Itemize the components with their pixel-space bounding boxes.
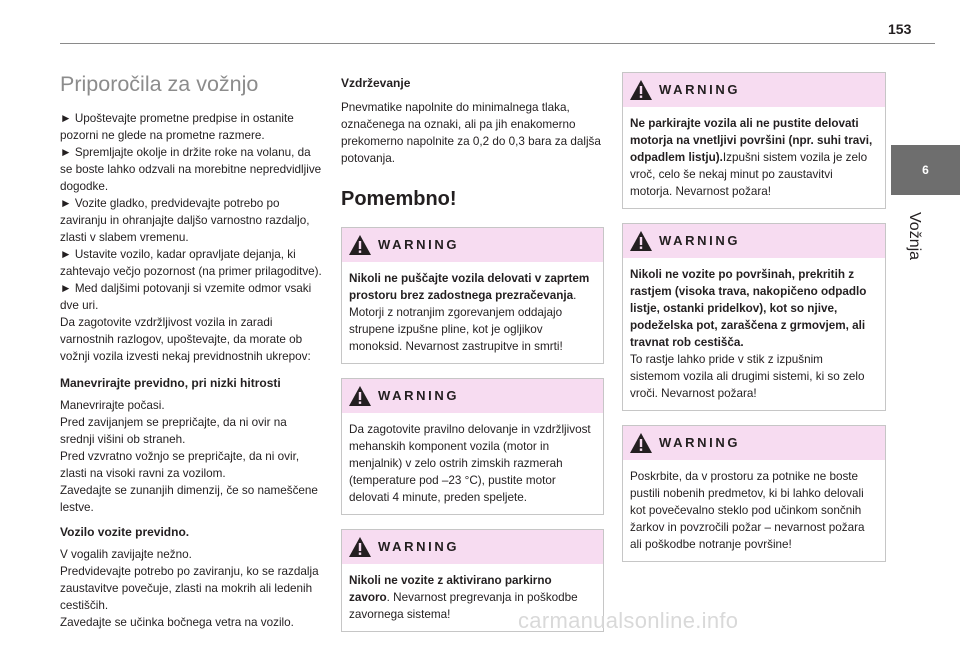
warning-header xyxy=(623,73,885,107)
warning-header xyxy=(623,426,885,460)
warning-bold-text: Ne parkirajte vozila ali ne pustite delovati motorja na vnetljivi površini (npr. suhi travi, odpadlem listju). xyxy=(630,117,873,164)
warning-body xyxy=(342,262,603,363)
list-item: ► Spremljajte okolje in držite roke na volanu, da se boste lahko odzvali na morebitne nepredvidljive dogodke. xyxy=(60,146,322,193)
warning-bold-text: Nikoli ne vozite z aktivirano parkirno zavoro xyxy=(349,574,552,604)
list-item: ► Med daljšimi potovanji si vzemite odmor vsaki dve uri. xyxy=(60,282,312,312)
warning-text: Poskrbite, da v prostoru za potnike ne boste pustili nobenih predmetov, ki bi lahko delovali kot povečevalno steklo pod učinkom sončnih žarkov in povzročili požar – nevarnost požara ali poškodbe notranje površine! xyxy=(630,470,865,551)
warning-body xyxy=(623,107,885,208)
warning-header xyxy=(342,530,603,564)
section-line: Zavedajte se zunanjih dimenzij, če so nameščene lestve. xyxy=(60,484,318,514)
warning-box xyxy=(341,227,604,364)
page-title: Priporočila za vožnjo xyxy=(60,72,259,96)
warning-title: WARNING xyxy=(378,237,460,252)
warning-box xyxy=(341,378,604,515)
warning-body xyxy=(623,460,885,561)
list-item: ► Ustavite vozilo, kadar opravljate dejanja, ki zahtevajo večjo pozornost (na primer prilagoditve). xyxy=(60,248,322,278)
column-left xyxy=(60,70,323,631)
chapter-title-text: Vožnja xyxy=(906,212,923,261)
maintenance-heading: Vzdrževanje xyxy=(341,76,411,90)
warning-triangle-icon xyxy=(629,432,653,454)
warning-text: Izpušni sistem vozila je zelo vroč, celo še nekaj minut po zaustavitvi motorja. Nevarnost požara! xyxy=(630,151,868,198)
important-heading: Pomembno! xyxy=(341,188,457,210)
warning-header xyxy=(623,224,885,258)
warning-box xyxy=(622,223,886,411)
intro-paragraph: Da zagotovite vzdržljivost vozila in zaradi varnostnih razlogov, upoštevajte, da morate ob vožnji vozila izvesti nekaj previdnostnih ukrepov: xyxy=(60,316,311,363)
list-item: ► Vozite gladko, predvidevajte potrebo po zaviranju in ohranjajte daljšo varnostno razdaljo, zlasti v slabem vremenu. xyxy=(60,197,310,244)
maintenance-paragraph: Pnevmatike napolnite do minimalnega tlaka, označenega na oznaki, ali pa jih enakomerno prekomerno napolnite za 0,2 do 0,3 bara za daljša potovanja. xyxy=(341,101,601,165)
warning-triangle-icon xyxy=(348,536,372,558)
warning-header xyxy=(342,228,603,262)
warning-triangle-icon xyxy=(348,385,372,407)
section-line: Predvidevajte potrebo po zaviranju, ko se razdalja zaustavitve povečuje, zlasti na mokrih ali ledenih cestiščih. xyxy=(60,565,319,612)
header-divider xyxy=(60,43,935,44)
warning-box xyxy=(622,425,886,562)
warning-body xyxy=(342,413,603,514)
page-number: 153 xyxy=(888,21,912,37)
chapter-title-vertical xyxy=(905,212,925,272)
section-line: Pred zavijanjem se prepričajte, da ni ovir na srednji višini ob straneh. xyxy=(60,416,287,446)
warning-triangle-icon xyxy=(629,79,653,101)
warning-text: . Nevarnost pregrevanja in poškodbe zavornega sistema! xyxy=(349,591,578,621)
column-right xyxy=(622,72,886,576)
warning-bold-text: Nikoli ne vozite po površinah, prekritih z rastjem (visoka trava, nakopičeno odpadlo listje, ostanki pridelkov), kot so njive, podeželska pot, zaraščena z grmovjem, ali travnat rob cestišča. xyxy=(630,268,867,349)
warning-text: Da zagotovite pravilno delovanje in vzdržljivost mehanskih komponent vozila (motor in menjalnik) v zelo ostrih zimskih razmerah (temperature pod –23 °C), pustite motor delovati 4 minute, preden speljete. xyxy=(349,423,591,504)
section-line: V vogalih zavijajte nežno. xyxy=(60,548,192,561)
warning-header xyxy=(342,379,603,413)
warning-triangle-icon xyxy=(348,234,372,256)
warning-body xyxy=(623,258,885,410)
warning-box xyxy=(622,72,886,209)
watermark: carmanualsonline.info xyxy=(518,608,739,633)
list-item: ► Upoštevajte prometne predpise in ostanite pozorni ne glede na prometne razmere. xyxy=(60,112,294,142)
warning-triangle-icon xyxy=(629,230,653,252)
column-middle xyxy=(341,75,604,646)
recommendation-list xyxy=(60,110,323,314)
chapter-tab[interactable]: 6 xyxy=(891,145,960,195)
warning-title: WARNING xyxy=(378,388,460,403)
warning-title: WARNING xyxy=(659,435,741,450)
section-line: Zavedajte se učinka bočnega vetra na vozilo. xyxy=(60,616,294,629)
section-heading-manoeuvre: Manevrirajte previdno, pri nizki hitrosti xyxy=(60,376,281,390)
section-heading-drive-carefully: Vozilo vozite previdno. xyxy=(60,525,190,539)
warning-text: . Motorji z notranjim zgorevanjem oddajajo strupene izpušne pline, kot je ogljikov monoksid. Nevarnost zastrupitve in smrti! xyxy=(349,289,577,353)
section-line: Pred vzvratno vožnjo se prepričajte, da ni ovir, zlasti na visoki ravni za vozilom. xyxy=(60,450,300,480)
warning-text: To rastje lahko pride v stik z izpušnim sistemom vozila ali drugimi sistemi, ki so zelo vroči. Nevarnost požara! xyxy=(630,353,865,400)
warning-title: WARNING xyxy=(659,233,741,248)
warning-title: WARNING xyxy=(378,539,460,554)
warning-bold-text: Nikoli ne puščajte vozila delovati v zaprtem prostoru brez zadostnega prezračevanja xyxy=(349,272,590,302)
section-line: Manevrirajte počasi. xyxy=(60,399,165,412)
warning-title: WARNING xyxy=(659,82,741,97)
